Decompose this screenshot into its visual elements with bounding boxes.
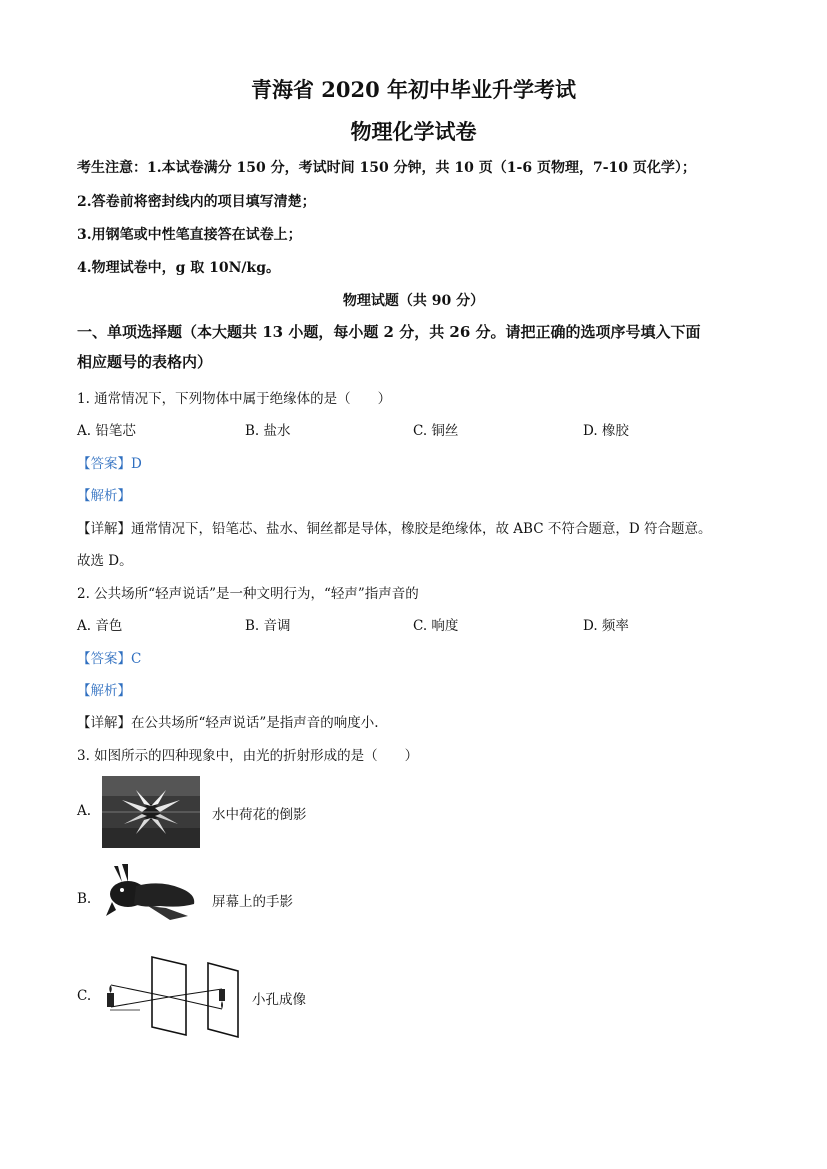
question-3-option-b-caption: 屏幕上的手影 bbox=[212, 894, 293, 910]
question-1-option-a: A. 铅笔芯 bbox=[77, 423, 136, 439]
question-2-option-b: B. 音调 bbox=[245, 618, 291, 634]
section-heading-line-2: 相应题号的表格内） bbox=[77, 353, 213, 371]
note-line-4: 4.物理试卷中，g 取 10N/kg。 bbox=[77, 260, 281, 276]
question-1-detail-1: 【详解】通常情况下，铅笔芯、盐水、铜丝都是导体，橡胶是绝缘体，故 ABC 不符合题意，D 符合题意。 bbox=[77, 521, 712, 537]
question-2-analysis: 【解析】 bbox=[77, 683, 131, 699]
section-heading-line-1: 一、单项选择题（本大题共 13 小题，每小题 2 分，共 26 分。请把正确的选项序号填入下面 bbox=[77, 323, 701, 341]
question-2-option-c: C. 响度 bbox=[413, 618, 459, 634]
question-2-detail-1: 【详解】在公共场所“轻声说话”是指声音的响度小. bbox=[77, 715, 379, 731]
lotus-reflection-image bbox=[102, 776, 200, 848]
pinhole-camera-image bbox=[98, 953, 244, 1045]
question-2-option-a: A. 音色 bbox=[77, 618, 123, 634]
question-1-answer: 【答案】D bbox=[77, 456, 142, 472]
question-2-answer: 【答案】C bbox=[77, 651, 142, 667]
question-1-option-b: B. 盐水 bbox=[245, 423, 291, 439]
question-3-option-a-caption: 水中荷花的倒影 bbox=[212, 807, 307, 823]
question-3-option-c-letter: C. bbox=[77, 988, 92, 1004]
note-line-2: 2.答卷前将密封线内的项目填写清楚； bbox=[77, 194, 316, 210]
hand-shadow-image bbox=[100, 858, 198, 930]
question-2-option-d: D. 频率 bbox=[583, 618, 629, 634]
exam-subtitle: 物理化学试卷 bbox=[350, 119, 477, 144]
note-line-3: 3.用钢笔或中性笔直接答在试卷上； bbox=[77, 227, 302, 243]
question-3-option-c-caption: 小孔成像 bbox=[252, 992, 306, 1008]
question-1-analysis: 【解析】 bbox=[77, 488, 131, 504]
question-3-stem: 3. 如图所示的四种现象中，由光的折射形成的是（ ） bbox=[77, 748, 419, 764]
question-3-option-a-letter: A. bbox=[77, 803, 92, 819]
exam-title: 青海省 2020 年初中毕业升学考试 bbox=[250, 77, 577, 102]
question-1-option-d: D. 橡胶 bbox=[583, 423, 629, 439]
question-1-detail-2: 故选 D。 bbox=[77, 553, 133, 569]
question-1-stem: 1. 通常情况下，下列物体中属于绝缘体的是（ ） bbox=[77, 391, 392, 407]
question-1-option-c: C. 铜丝 bbox=[413, 423, 459, 439]
section-title: 物理试题（共 90 分） bbox=[342, 293, 485, 309]
note-line-1: 考生注意：1.本试卷满分 150 分，考试时间 150 分钟，共 10 页（1-6 页物理，7-10 页化学）； bbox=[77, 160, 696, 176]
question-3-option-b-letter: B. bbox=[77, 891, 92, 907]
question-2-stem: 2. 公共场所“轻声说话”是一种文明行为，“轻声”指声音的 bbox=[77, 586, 419, 602]
